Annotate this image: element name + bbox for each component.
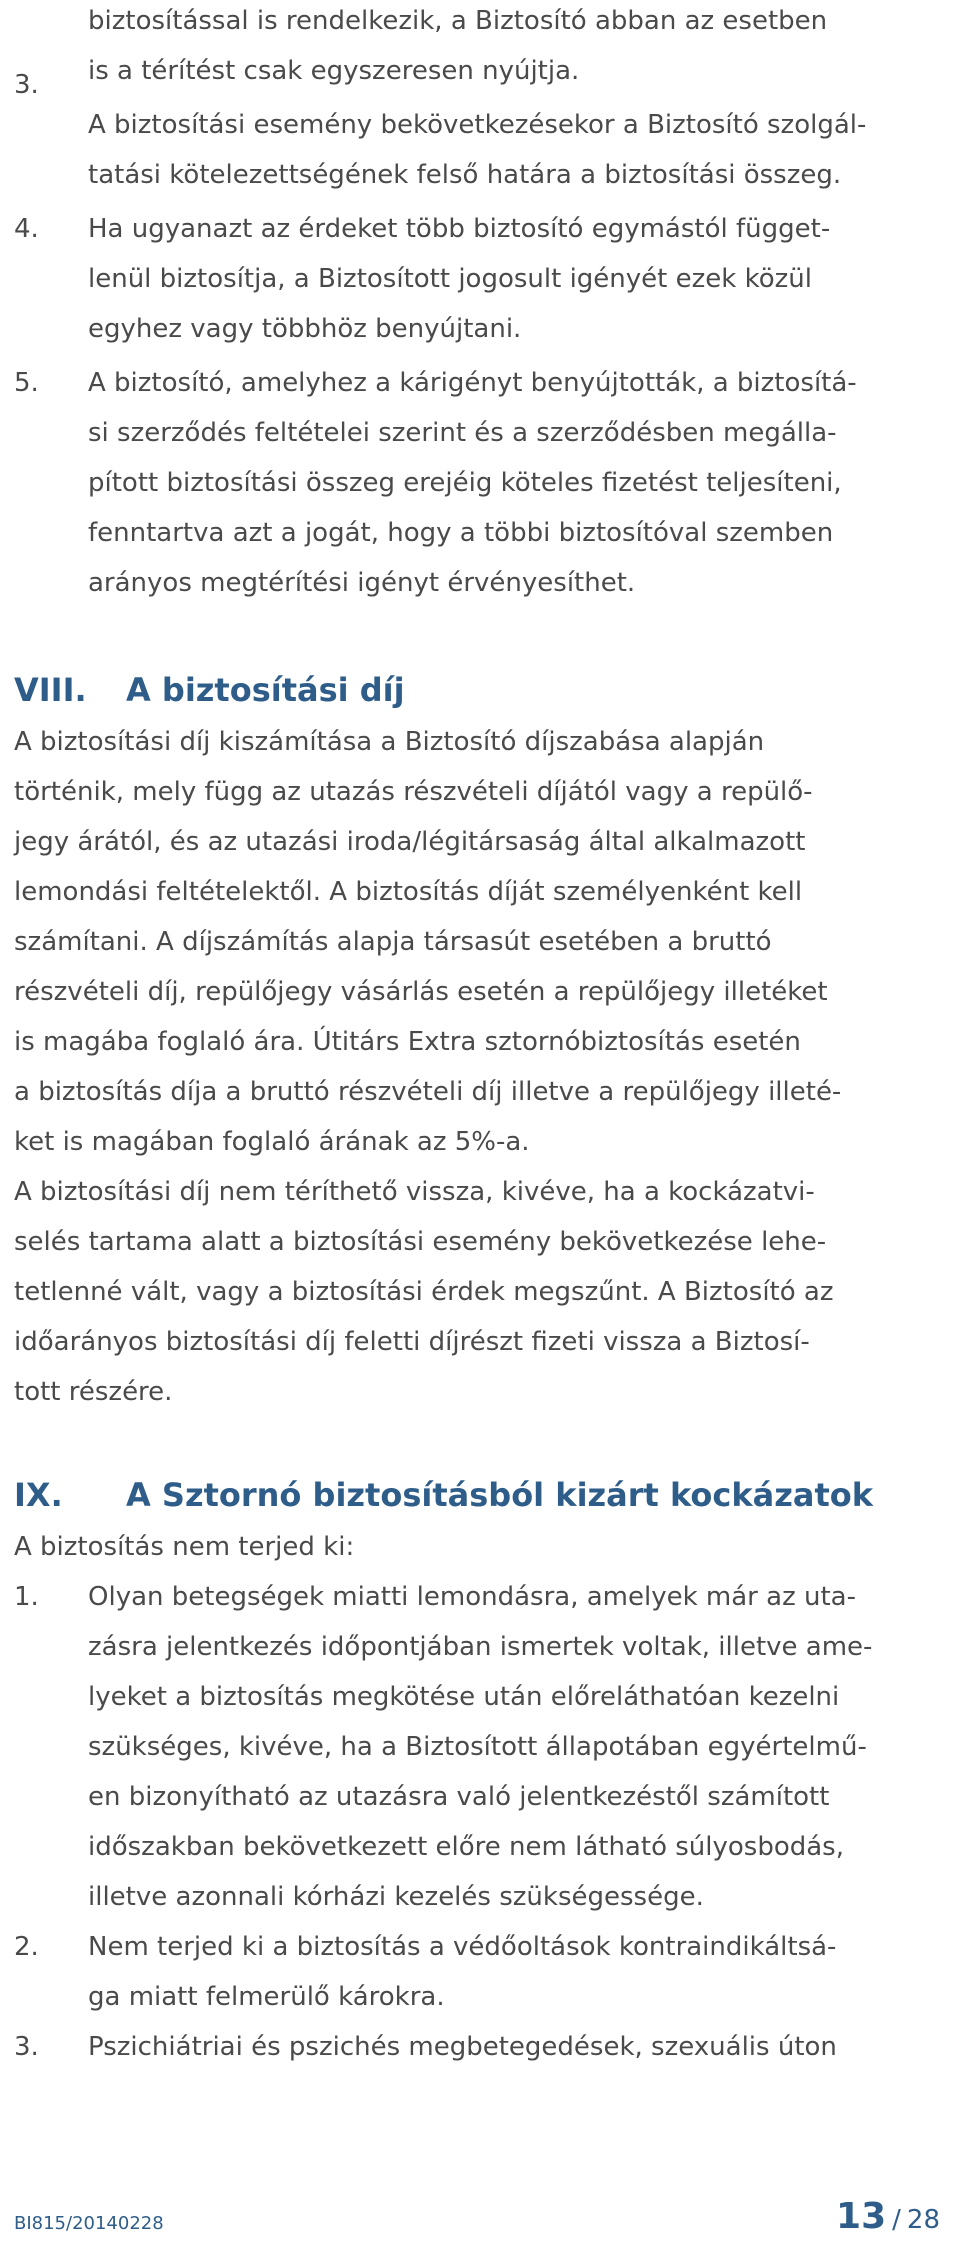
text-line: selés tartama alatt a biztosítási esemény bekövetkezése lehe- <box>14 1227 827 1257</box>
list-number: 3. <box>14 2032 39 2062</box>
text-line: lyeket a biztosítás megkötése után előreláthatóan kezelni <box>88 1682 840 1712</box>
list-number: 3. <box>14 70 39 100</box>
text-line: tatási kötelezettségének felső határa a biztosítási összeg. <box>88 160 842 190</box>
text-line: Olyan betegségek miatti lemondásra, amelyek már az uta- <box>88 1582 856 1612</box>
list-number: 4. <box>14 214 39 244</box>
total-pages: 28 <box>906 2205 940 2235</box>
section-heading-viii <box>14 665 714 715</box>
text-line: ga miatt felmerülő károkra. <box>88 1982 445 2012</box>
text-line: A biztosítási esemény bekövetkezésekor a Biztosító szolgál- <box>88 110 867 140</box>
text-line: tetlenné vált, vagy a biztosítási érdek megszűnt. A Biztosító az <box>14 1277 834 1307</box>
text-line: egyhez vagy többhöz benyújtani. <box>88 314 522 344</box>
text-line: pított biztosítási összeg erejéig köteles fizetést teljesíteni, <box>88 468 842 498</box>
text-line: si szerződés feltételei szerint és a szerződésben megálla- <box>88 418 837 448</box>
current-page: 13 <box>836 2196 887 2237</box>
text-line: történik, mely függ az utazás részvételi díjától vagy a repülő- <box>14 777 813 807</box>
text-line: biztosítással is rendelkezik, a Biztosító abban az esetben <box>88 6 828 36</box>
section-number: IX. <box>14 1476 63 1514</box>
section-title: A biztosítási díj <box>126 671 405 709</box>
text-line: arányos megtérítési igényt érvényesíthet. <box>88 568 636 598</box>
text-line: A biztosítás nem terjed ki: <box>14 1532 355 1562</box>
text-line: Ha ugyanazt az érdeket több biztosító egymástól függet- <box>88 214 831 244</box>
text-line: időarányos biztosítási díj feletti díjrészt fizeti vissza a Biztosí- <box>14 1327 810 1357</box>
text-line: is magába foglaló ára. Útitárs Extra sztornóbiztosítás esetén <box>14 1027 801 1057</box>
page-number <box>836 2195 940 2245</box>
text-line: zásra jelentkezés időpontjában ismertek voltak, illetve ame- <box>88 1632 873 1662</box>
document-code: BI815/20140228 <box>14 2213 164 2234</box>
text-line: fenntartva azt a jogát, hogy a többi biztosítóval szemben <box>88 518 834 548</box>
list-number: 1. <box>14 1582 39 1612</box>
text-line: Nem terjed ki a biztosítás a védőoltások kontraindikáltsá- <box>88 1932 837 1962</box>
section-number: VIII. <box>14 671 87 709</box>
text-line: A biztosító, amelyhez a kárigényt benyújtották, a biztosítá- <box>88 368 857 398</box>
text-line: jegy árától, és az utazási iroda/légitársaság által alkalmazott <box>14 827 806 857</box>
text-line: A biztosítási díj nem téríthető vissza, kivéve, ha a kockázatvi- <box>14 1177 815 1207</box>
text-line: szükséges, kivéve, ha a Biztosított állapotában egyértelmű- <box>88 1732 867 1762</box>
text-line: is a térítést csak egyszeresen nyújtja. <box>88 56 580 86</box>
text-line: a biztosítás díja a bruttó részvételi díj illetve a repülőjegy illeté- <box>14 1077 842 1107</box>
text-line: tott részére. <box>14 1377 173 1407</box>
page-separator: / <box>892 2205 901 2235</box>
section-heading-ix <box>14 1470 914 1520</box>
text-line: en bizonyítható az utazásra való jelentkezéstől számított <box>88 1782 830 1812</box>
text-line: számítani. A díjszámítás alapja társasút esetében a bruttó <box>14 927 772 957</box>
list-number: 5. <box>14 368 39 398</box>
section-title: A Sztornó biztosításból kizárt kockázatok <box>126 1476 873 1514</box>
text-line: A biztosítási díj kiszámítása a Biztosító díjszabása alapján <box>14 727 765 757</box>
list-number: 2. <box>14 1932 39 1962</box>
text-line: időszakban bekövetkezett előre nem látható súlyosbodás, <box>88 1832 844 1862</box>
text-line: lemondási feltételektől. A biztosítás díját személyenként kell <box>14 877 803 907</box>
text-line: illetve azonnali kórházi kezelés szükségessége. <box>88 1882 704 1912</box>
text-line: ket is magában foglaló árának az 5%-a. <box>14 1127 530 1157</box>
text-line: részvételi díj, repülőjegy vásárlás esetén a repülőjegy illetéket <box>14 977 828 1007</box>
text-line: lenül biztosítja, a Biztosított jogosult igényét ezek közül <box>88 264 812 294</box>
text-line: Pszichiátriai és pszichés megbetegedések, szexuális úton <box>88 2032 837 2062</box>
